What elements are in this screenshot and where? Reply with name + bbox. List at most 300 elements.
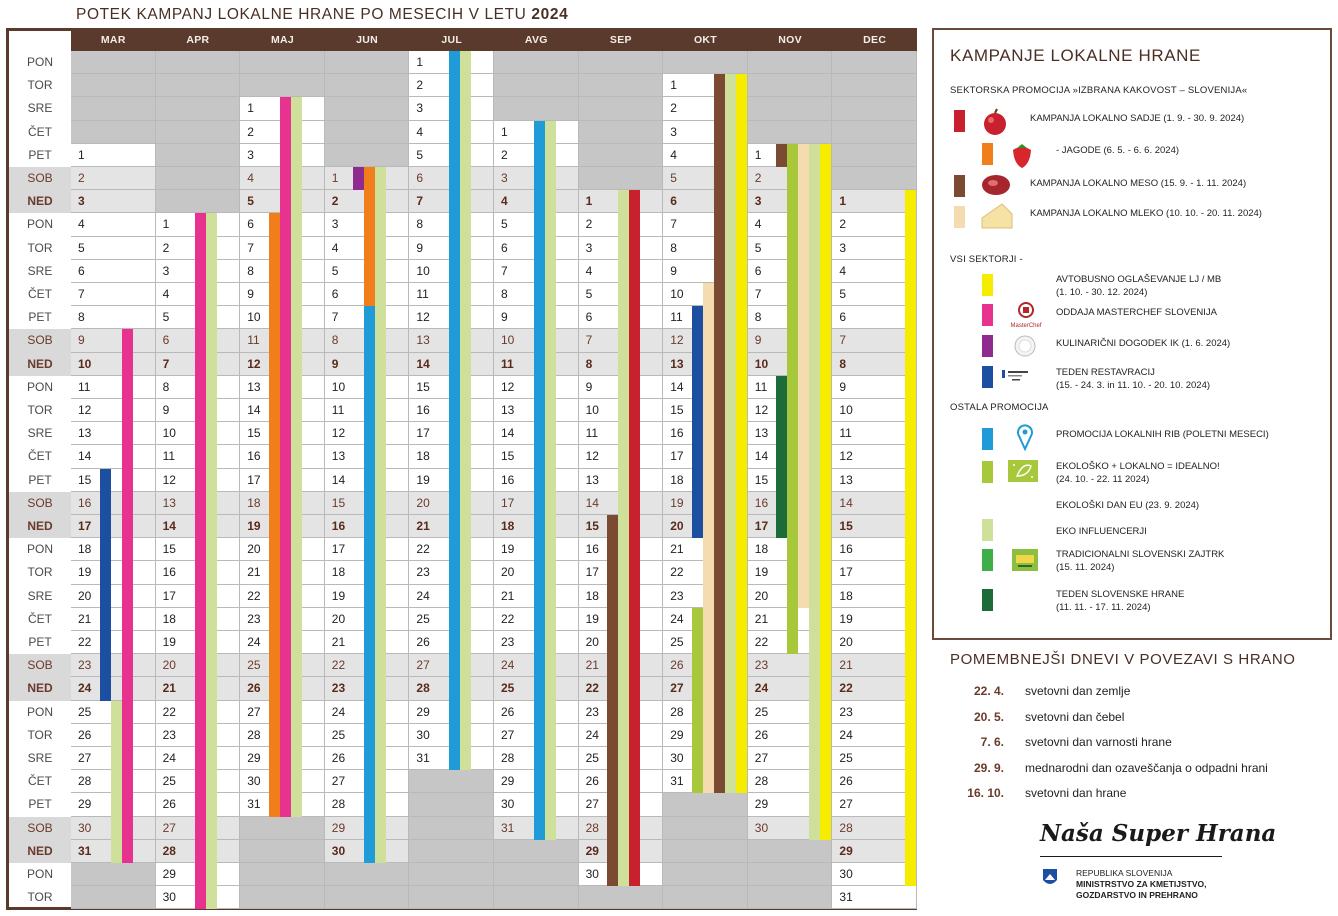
day-number: 28 xyxy=(331,797,346,812)
day-number: 25 xyxy=(754,704,769,719)
weekday-label: PON xyxy=(26,379,53,394)
day-number: 25 xyxy=(78,704,92,719)
day-number: 23 xyxy=(670,588,684,603)
day-number: 1 xyxy=(331,171,339,185)
day-number: 29 xyxy=(501,774,515,789)
day-number: 19 xyxy=(670,495,684,510)
legend-panel xyxy=(932,28,1332,640)
legend-swatch-mleko xyxy=(954,206,965,228)
day-number: 17 xyxy=(416,426,430,441)
day-number: 5 xyxy=(670,171,677,185)
campaign-bar-ribe xyxy=(449,51,460,770)
day-number: 7 xyxy=(247,240,254,255)
day-number: 11 xyxy=(162,449,176,464)
calendar-empty-cell xyxy=(579,144,664,167)
calendar-empty-cell xyxy=(409,770,494,793)
weekday-label: TOR xyxy=(27,565,53,580)
day-number: 2 xyxy=(501,147,508,162)
calendar-day-cell xyxy=(71,167,156,190)
day-number: 30 xyxy=(247,774,261,789)
day-number: 22 xyxy=(247,588,261,603)
day-number: 12 xyxy=(247,356,261,371)
weekday-label: ČET xyxy=(28,287,52,301)
day-number: 31 xyxy=(78,843,92,858)
day-number: 6 xyxy=(839,310,847,325)
day-number: 26 xyxy=(162,797,176,812)
day-number: 24 xyxy=(162,751,176,765)
calendar-day-cell xyxy=(71,213,156,236)
day-number: 12 xyxy=(754,403,769,417)
day-number: 18 xyxy=(585,588,599,603)
day-number: 27 xyxy=(331,774,346,789)
calendar-empty-cell xyxy=(494,97,579,120)
day-number: 18 xyxy=(162,611,176,626)
day-number: 19 xyxy=(754,565,769,580)
day-number: 15 xyxy=(416,379,430,394)
weekday-label: NED xyxy=(9,840,71,863)
calendar-day-cell xyxy=(71,190,156,213)
day-number: 18 xyxy=(754,542,769,557)
day-number: 16 xyxy=(585,542,599,557)
day-number: 7 xyxy=(162,356,170,371)
important-date: 7. 6. xyxy=(980,735,1004,749)
day-number: 12 xyxy=(416,310,430,325)
calendar-empty-cell xyxy=(832,167,917,190)
day-number: 11 xyxy=(78,379,91,394)
day-number: 5 xyxy=(501,217,508,232)
day-number: 29 xyxy=(670,727,684,742)
day-number: 18 xyxy=(501,519,515,533)
breakfast-logo-icon xyxy=(1012,549,1038,571)
day-number: 8 xyxy=(247,263,254,278)
apple-icon xyxy=(980,107,1010,137)
calendar-day-cell xyxy=(71,538,156,561)
day-number: 14 xyxy=(585,495,599,510)
day-number: 24 xyxy=(331,704,346,719)
month-header: MAR xyxy=(100,34,126,46)
day-number: 27 xyxy=(416,658,430,673)
calendar-empty-cell xyxy=(832,51,917,74)
calendar-empty-cell xyxy=(325,144,410,167)
calendar-day-cell xyxy=(71,608,156,631)
day-number: 8 xyxy=(585,356,593,371)
day-number: 21 xyxy=(162,681,176,696)
day-number: 6 xyxy=(670,194,677,209)
day-number: 9 xyxy=(501,310,508,325)
day-number: 30 xyxy=(670,751,684,765)
day-number: 21 xyxy=(754,611,769,626)
day-number: 5 xyxy=(754,240,762,255)
day-number: 8 xyxy=(670,240,677,255)
day-number: 15 xyxy=(162,542,176,557)
day-number: 17 xyxy=(754,519,769,533)
day-number: 16 xyxy=(162,565,176,580)
weekday-label: PET xyxy=(28,147,52,162)
calendar-empty-cell xyxy=(409,793,494,816)
calendar-day-cell xyxy=(71,445,156,468)
day-number: 6 xyxy=(754,263,762,278)
campaign-bar-masterchef xyxy=(280,97,291,816)
legend-text-ribe: PROMOCIJA LOKALNIH RIB (POLETNI MESECI) xyxy=(1056,429,1269,440)
calendar-empty-cell xyxy=(579,886,664,909)
day-number: 15 xyxy=(754,472,769,487)
day-number: 26 xyxy=(78,727,92,742)
day-number: 30 xyxy=(331,843,346,858)
day-number: 1 xyxy=(839,194,847,209)
calendar-empty-cell xyxy=(71,121,156,144)
weekday-label: PET xyxy=(28,797,52,812)
day-number: 6 xyxy=(585,310,593,325)
day-number: 2 xyxy=(754,171,762,185)
weekday-label: ČET xyxy=(28,124,52,139)
day-number: 21 xyxy=(78,611,92,626)
calendar-empty-cell xyxy=(748,97,833,120)
month-header: JUN xyxy=(356,34,379,46)
day-number: 10 xyxy=(670,287,684,301)
day-number: 10 xyxy=(585,403,599,417)
day-number: 13 xyxy=(670,356,684,371)
day-number: 25 xyxy=(331,727,346,742)
day-number: 22 xyxy=(754,635,769,649)
day-number: 17 xyxy=(670,449,684,464)
calendar-empty-cell xyxy=(325,886,410,909)
cheese-icon xyxy=(980,200,1014,232)
brand-underline xyxy=(1040,856,1222,857)
location-pin-icon xyxy=(1016,423,1034,451)
day-number: 19 xyxy=(416,472,430,487)
day-number: 1 xyxy=(670,78,677,93)
weekday-label: SRE xyxy=(27,588,53,603)
month-header: DEC xyxy=(863,34,887,46)
calendar-empty-cell xyxy=(156,51,241,74)
day-number: 28 xyxy=(585,820,599,835)
calendar-empty-cell xyxy=(71,886,156,909)
day-number: 25 xyxy=(416,611,430,626)
day-number: 6 xyxy=(78,263,85,278)
day-number: 29 xyxy=(416,704,430,719)
day-number: 28 xyxy=(247,727,261,742)
day-number: 10 xyxy=(839,403,853,417)
day-number: 26 xyxy=(839,774,853,789)
calendar-empty-cell xyxy=(240,840,325,863)
calendar-empty-cell xyxy=(71,74,156,97)
day-number: 26 xyxy=(754,727,769,742)
day-number: 3 xyxy=(331,217,339,232)
day-number: 29 xyxy=(331,820,346,835)
day-number: 3 xyxy=(162,263,170,278)
campaign-bar-mleko xyxy=(798,144,809,608)
calendar-day-cell xyxy=(71,399,156,422)
day-number: 28 xyxy=(416,681,430,696)
day-number: 4 xyxy=(247,171,254,185)
calendar-day-cell xyxy=(71,237,156,260)
calendar-empty-cell xyxy=(240,51,325,74)
calendar-day-cell xyxy=(71,631,156,654)
day-number: 7 xyxy=(585,333,593,348)
brand-logo: Naša Super Hrana xyxy=(1040,820,1277,847)
day-number: 10 xyxy=(331,379,346,394)
weekday-label: SRE xyxy=(27,263,53,278)
legend-swatch-eko-influ xyxy=(982,519,993,541)
calendar-day-cell xyxy=(71,515,156,538)
month-header: NOV xyxy=(778,34,802,46)
day-number: 31 xyxy=(839,890,853,905)
day-number: 10 xyxy=(247,310,261,325)
legend-swatch-masterchef xyxy=(982,304,993,326)
day-number: 13 xyxy=(78,426,92,441)
day-number: 27 xyxy=(247,704,261,719)
day-number: 6 xyxy=(501,240,508,255)
calendar-empty-cell xyxy=(494,51,579,74)
day-number: 2 xyxy=(670,101,677,116)
day-number: 4 xyxy=(501,194,508,209)
day-number: 3 xyxy=(585,240,593,255)
day-number: 12 xyxy=(501,379,515,394)
day-number: 12 xyxy=(331,426,346,441)
weekday-label: PON xyxy=(26,704,53,719)
day-number: 7 xyxy=(416,194,424,209)
legend-text-jagode: - JAGODE (6. 5. - 6. 6. 2024) xyxy=(1056,145,1180,156)
day-number: 6 xyxy=(162,333,170,348)
day-number: 14 xyxy=(754,449,769,464)
day-number: 8 xyxy=(839,356,847,371)
day-number: 18 xyxy=(247,495,261,510)
day-number: 9 xyxy=(670,263,677,278)
calendar-empty-cell xyxy=(579,121,664,144)
weekday-label: TOR xyxy=(27,240,53,255)
calendar-day-cell xyxy=(71,144,156,167)
calendar-empty-cell xyxy=(663,51,748,74)
day-number: 5 xyxy=(416,147,424,162)
meat-icon xyxy=(980,172,1012,198)
day-number: 16 xyxy=(670,426,684,441)
day-number: 10 xyxy=(162,426,176,441)
important-date: 16. 10. xyxy=(967,786,1004,800)
campaign-bar-avtobus xyxy=(905,190,916,886)
day-number: 29 xyxy=(247,751,261,765)
day-number: 30 xyxy=(78,820,92,835)
day-number: 1 xyxy=(78,147,85,162)
day-number: 31 xyxy=(416,751,430,765)
day-number: 7 xyxy=(754,287,762,301)
campaign-bar-jagode xyxy=(364,167,375,306)
calendar-empty-cell xyxy=(494,863,579,886)
day-number: 11 xyxy=(670,310,683,325)
campaign-bar-eko_lokalno xyxy=(787,144,798,654)
day-number: 23 xyxy=(331,681,346,696)
day-number: 7 xyxy=(839,333,847,348)
day-number: 30 xyxy=(162,890,176,905)
day-number: 22 xyxy=(670,565,684,580)
calendar-empty-cell xyxy=(748,840,833,863)
calendar-empty-cell xyxy=(240,886,325,909)
day-number: 30 xyxy=(839,867,853,881)
calendar-empty-cell xyxy=(156,121,241,144)
day-number: 31 xyxy=(247,797,261,812)
day-number: 20 xyxy=(839,635,853,649)
day-number: 20 xyxy=(78,588,92,603)
day-number: 15 xyxy=(247,426,261,441)
day-number: 23 xyxy=(754,658,769,673)
teden-restavracij-logo-icon xyxy=(1002,368,1032,384)
day-number: 20 xyxy=(416,495,430,510)
calendar-empty-cell xyxy=(156,74,241,97)
day-number: 11 xyxy=(331,403,345,417)
calendar-empty-cell xyxy=(325,863,410,886)
day-number: 18 xyxy=(331,565,346,580)
calendar-empty-cell xyxy=(832,74,917,97)
weekday-label: PET xyxy=(28,635,52,649)
day-number: 18 xyxy=(78,542,92,557)
day-number: 3 xyxy=(78,194,85,209)
calendar-empty-cell xyxy=(579,97,664,120)
slovenia-coat-of-arms-icon xyxy=(1042,868,1058,888)
legend-text-meso: KAMPANJA LOKALNO MESO (15. 9. - 1. 11. 2024) xyxy=(1030,178,1247,189)
calendar-empty-cell xyxy=(832,121,917,144)
day-number: 27 xyxy=(839,797,853,812)
day-number: 6 xyxy=(331,287,339,301)
day-number: 13 xyxy=(754,426,769,441)
day-number: 1 xyxy=(247,101,254,116)
campaign-bar-eko_influ xyxy=(460,51,471,770)
calendar-empty-cell xyxy=(832,97,917,120)
important-name: svetovni dan zemlje xyxy=(1025,684,1131,698)
day-number: 4 xyxy=(754,217,762,232)
campaign-bar-eko_influ xyxy=(618,190,629,886)
day-number: 27 xyxy=(162,820,176,835)
weekday-label: SRE xyxy=(27,751,53,765)
day-number: 30 xyxy=(501,797,515,812)
day-number: 9 xyxy=(754,333,762,348)
day-number: 15 xyxy=(585,519,599,533)
day-number: 4 xyxy=(416,124,424,139)
day-number: 27 xyxy=(501,727,515,742)
important-name: svetovni dan varnosti hrane xyxy=(1025,735,1172,749)
legend-text-zajtrk: TRADICIONALNI SLOVENSKI ZAJTRK (15. 11. 2024) xyxy=(1056,549,1225,573)
day-number: 17 xyxy=(162,588,176,603)
day-number: 9 xyxy=(162,403,170,417)
day-number: 22 xyxy=(839,681,853,696)
day-number: 4 xyxy=(78,217,85,232)
calendar-empty-cell xyxy=(325,51,410,74)
day-number: 25 xyxy=(839,751,853,765)
day-number: 20 xyxy=(585,635,599,649)
campaign-bar-jagode xyxy=(269,213,280,816)
weekday-label: ČET xyxy=(28,449,52,464)
calendar-empty-cell xyxy=(663,840,748,863)
day-number: 17 xyxy=(78,519,92,533)
day-number: 3 xyxy=(754,194,762,209)
day-number: 12 xyxy=(839,449,853,464)
day-number: 14 xyxy=(78,449,92,464)
day-number: 24 xyxy=(416,588,430,603)
legend-text-ik: KULINARIČNI DOGODEK IK (1. 6. 2024) xyxy=(1056,338,1231,349)
day-number: 20 xyxy=(331,611,346,626)
day-number: 25 xyxy=(501,681,515,696)
calendar-day-cell xyxy=(832,886,917,909)
day-number: 29 xyxy=(754,797,769,812)
campaign-bar-eko_influ xyxy=(809,144,820,840)
day-number: 24 xyxy=(78,681,92,696)
weekday-label: PON xyxy=(26,217,53,232)
day-number: 19 xyxy=(247,519,261,533)
day-number: 29 xyxy=(162,867,176,881)
day-number: 1 xyxy=(501,124,508,139)
day-number: 22 xyxy=(585,681,599,696)
calendar-empty-cell xyxy=(325,121,410,144)
weekday-label: NED xyxy=(9,190,71,213)
day-number: 12 xyxy=(670,333,684,348)
day-number: 30 xyxy=(585,867,599,881)
day-number: 4 xyxy=(839,263,847,278)
day-number: 24 xyxy=(247,635,261,649)
day-number: 27 xyxy=(78,751,92,765)
campaign-bar-avtobus xyxy=(736,74,747,793)
calendar-empty-cell xyxy=(71,97,156,120)
day-number: 8 xyxy=(78,310,85,325)
calendar-empty-cell xyxy=(748,74,833,97)
day-number: 1 xyxy=(754,147,762,162)
legend-swatch-ribe xyxy=(982,428,993,450)
day-number: 30 xyxy=(754,820,769,835)
weekday-label: SRE xyxy=(27,101,53,116)
masterchef-logo-icon: MasterChef xyxy=(1006,302,1046,329)
eu-organic-leaf-icon xyxy=(1008,460,1038,482)
weekday-label: NED xyxy=(9,353,71,376)
day-number: 8 xyxy=(162,379,170,394)
legend-text-eko-lokalno: EKOLOŠKO + LOKALNO = IDEALNO! (24. 10. - 22. 11 2024) xyxy=(1056,461,1220,485)
day-number: 4 xyxy=(670,147,677,162)
day-number: 24 xyxy=(839,727,853,742)
legend-text-teden-hrane: TEDEN SLOVENSKE HRANE (11. 11. - 17. 11. 2024) xyxy=(1056,589,1185,613)
calendar-empty-cell xyxy=(663,793,748,816)
day-number: 17 xyxy=(585,565,599,580)
day-number: 14 xyxy=(331,472,346,487)
day-number: 23 xyxy=(585,704,599,719)
day-number: 23 xyxy=(416,565,430,580)
day-number: 3 xyxy=(670,124,677,139)
day-number: 27 xyxy=(670,681,684,696)
day-number: 22 xyxy=(331,658,346,673)
campaign-bar-masterchef xyxy=(195,213,206,909)
legend-text-eko-dan: EKOLOŠKI DAN EU (23. 9. 2024) xyxy=(1056,500,1200,511)
day-number: 7 xyxy=(331,310,339,325)
calendar-empty-cell xyxy=(325,74,410,97)
day-number: 27 xyxy=(754,751,769,765)
day-number: 17 xyxy=(839,565,853,580)
day-number: 11 xyxy=(839,426,852,441)
day-number: 28 xyxy=(78,774,92,789)
campaign-bar-meso xyxy=(607,515,618,886)
calendar-day-cell xyxy=(71,422,156,445)
campaign-bar-meso xyxy=(776,144,787,167)
calendar-empty-cell xyxy=(579,51,664,74)
calendar-day-cell xyxy=(71,492,156,515)
legend-swatch-zajtrk xyxy=(982,549,993,571)
day-number: 5 xyxy=(839,287,847,301)
day-number: 27 xyxy=(585,797,599,812)
day-number: 28 xyxy=(162,843,176,858)
day-number: 2 xyxy=(78,171,85,185)
day-number: 2 xyxy=(839,217,847,232)
day-number: 9 xyxy=(247,287,254,301)
day-number: 4 xyxy=(162,287,170,301)
legend-swatch-jagode xyxy=(982,143,993,165)
calendar-empty-cell xyxy=(494,886,579,909)
day-number: 21 xyxy=(501,588,515,603)
weekday-label: NED xyxy=(9,515,71,538)
campaign-bar-restavracije xyxy=(692,306,703,538)
